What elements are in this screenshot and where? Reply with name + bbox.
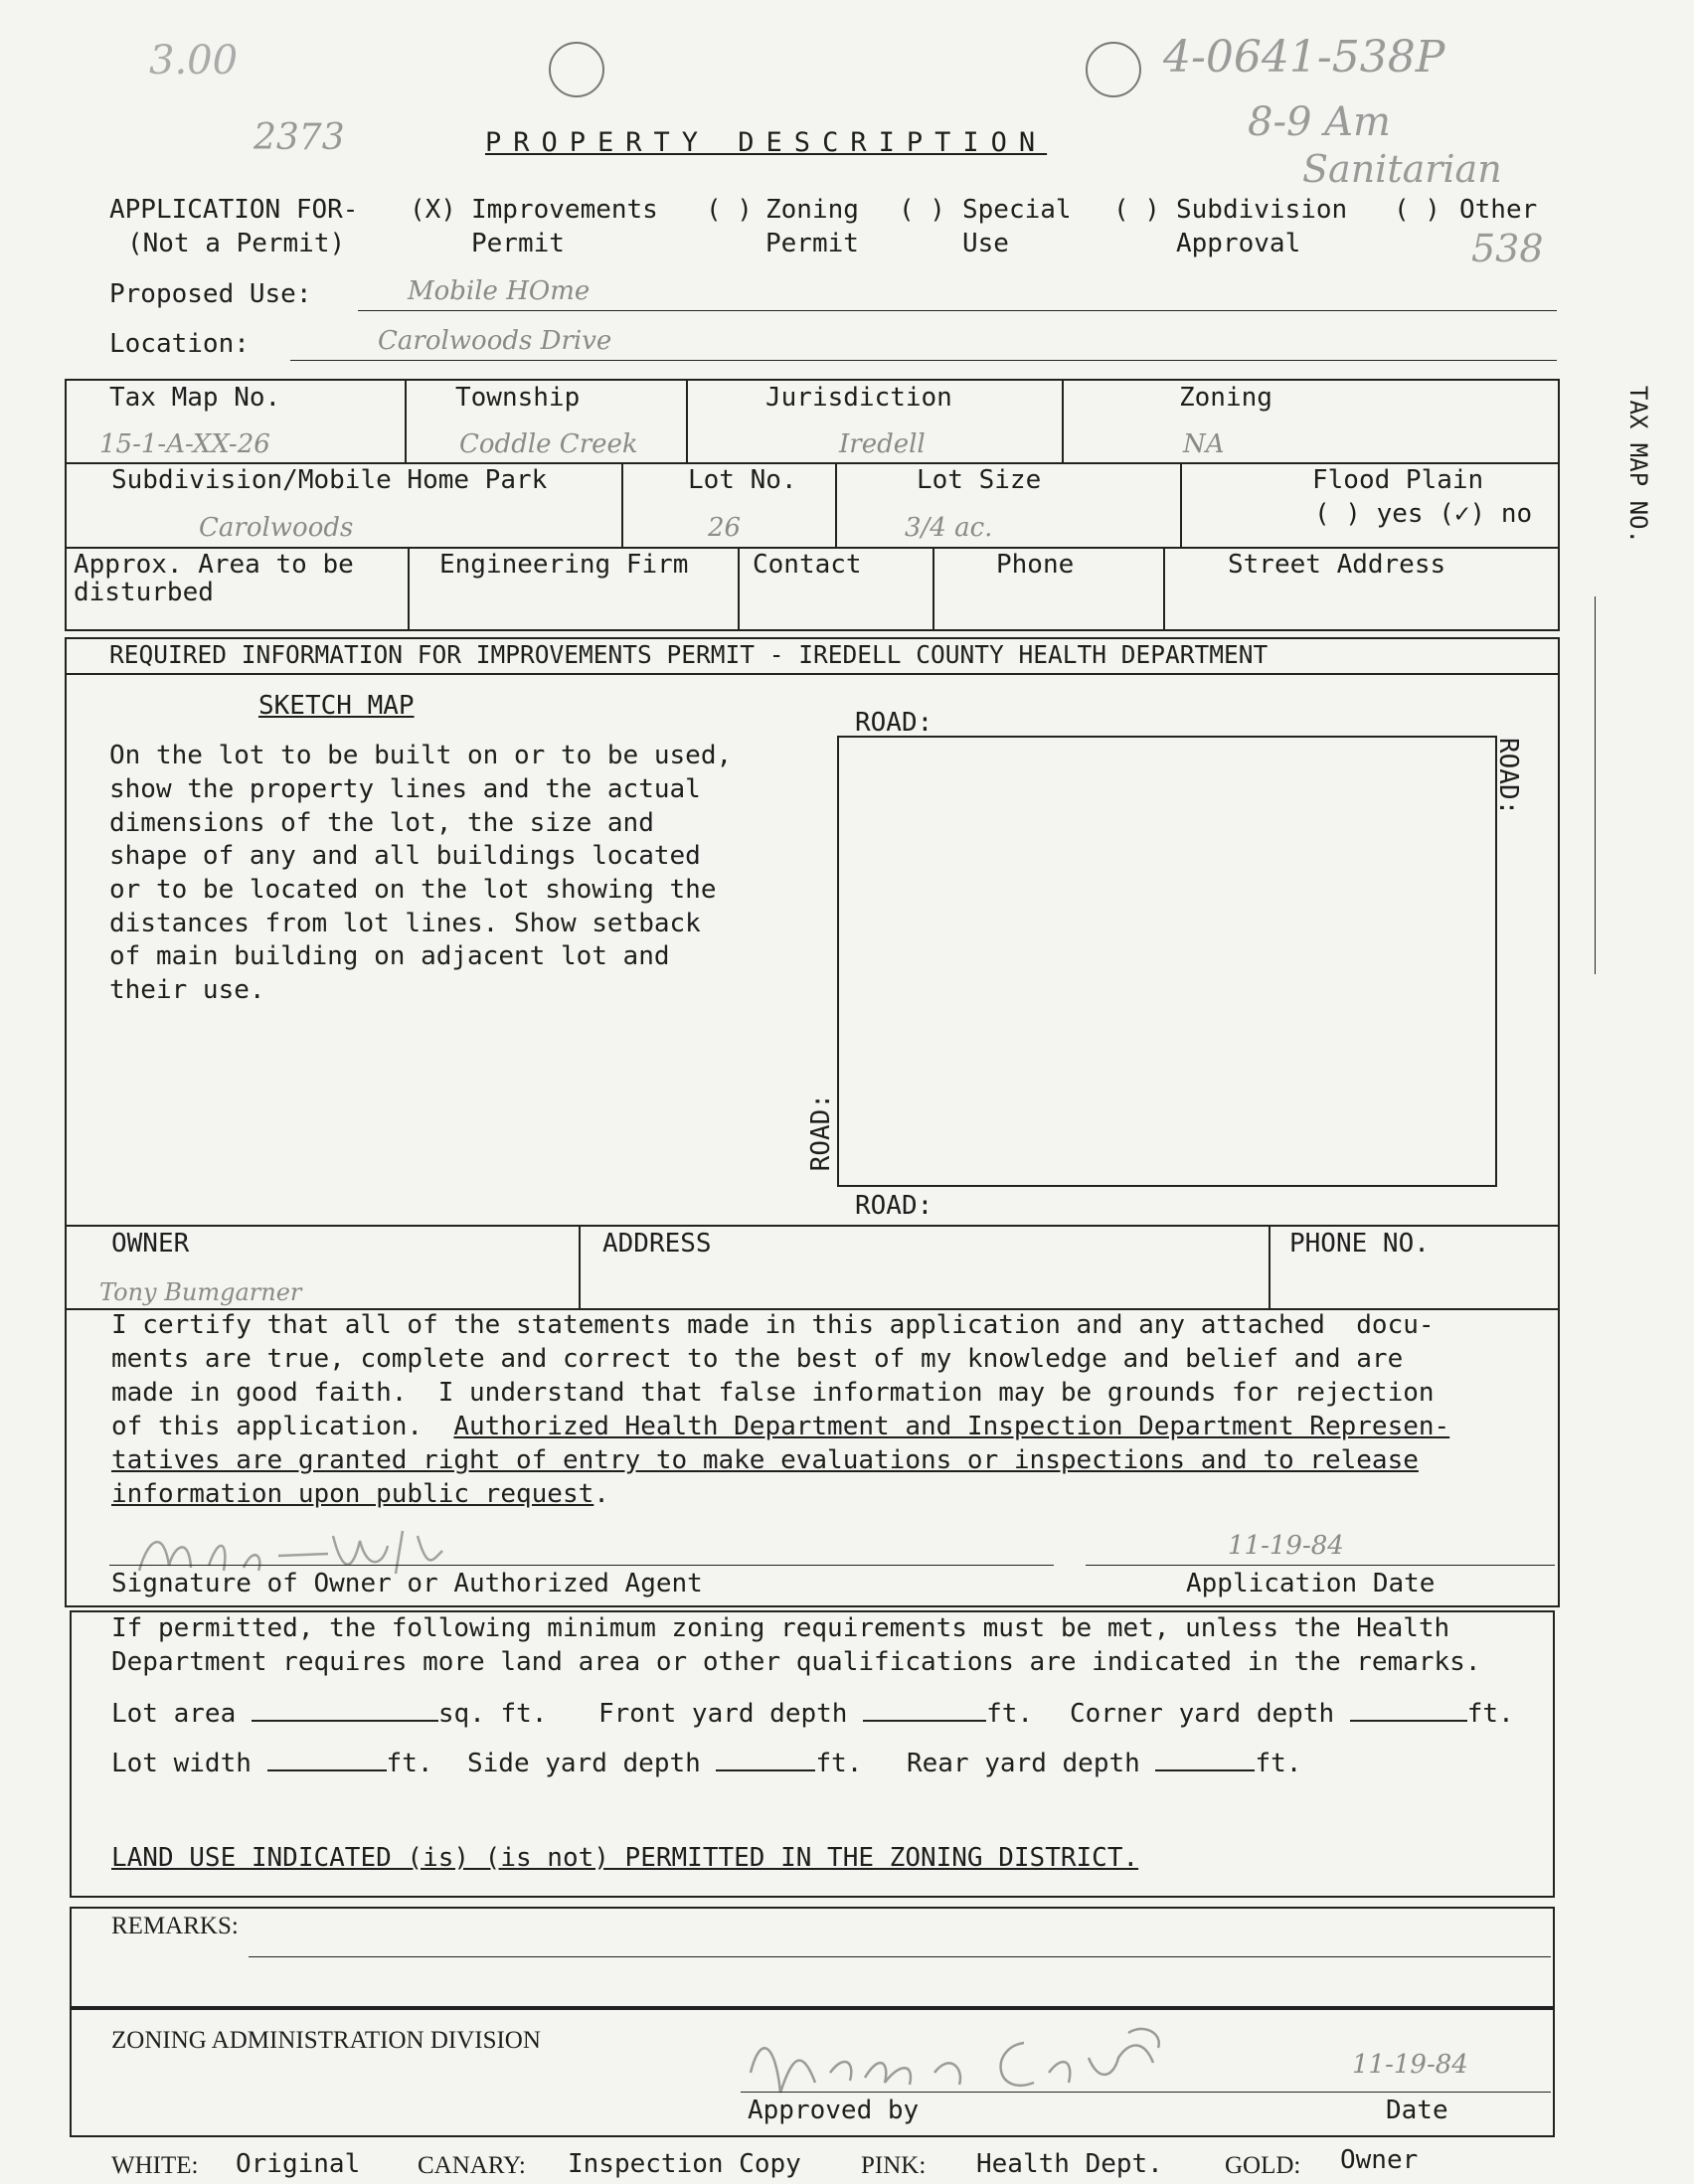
sketch-map-area[interactable] bbox=[837, 736, 1497, 1187]
footer-canary-value: Inspection Copy bbox=[568, 2149, 801, 2179]
township-label: Township bbox=[455, 383, 581, 413]
required-header-divider bbox=[65, 673, 1558, 675]
approval-date-value[interactable]: 11-19-84 bbox=[1352, 2050, 1468, 2080]
tax-map-side-line bbox=[1595, 596, 1596, 974]
sketch-instructions-2: show the property lines and the actual bbox=[109, 774, 701, 804]
handwritten-fee: 3.00 bbox=[149, 38, 239, 84]
certify-line-4-underlined: Authorized Health Department and Inspection Department Represen- bbox=[453, 1412, 1450, 1441]
sketch-instructions-8: their use. bbox=[109, 975, 265, 1005]
remarks-label: REMARKS: bbox=[111, 1913, 239, 1939]
township-value[interactable]: Coddle Creek bbox=[459, 429, 638, 459]
grid-col-3b bbox=[738, 547, 740, 629]
jurisdiction-value[interactable]: Iredell bbox=[839, 429, 926, 459]
grid-col-3a bbox=[408, 547, 410, 629]
rear-yard-field[interactable] bbox=[1155, 1748, 1255, 1771]
proposed-use-value[interactable]: Mobile HOme bbox=[408, 276, 591, 306]
page-title: PROPERTY DESCRIPTION bbox=[485, 127, 1048, 158]
option-zoning-label-2: Permit bbox=[765, 229, 859, 258]
sketch-instructions-4: shape of any and all buildings located bbox=[109, 841, 701, 871]
signature-line bbox=[109, 1565, 1054, 1566]
phone-label: Phone bbox=[996, 550, 1075, 580]
sketch-instructions-7: of main building on adjacent lot and bbox=[109, 941, 670, 971]
certify-line-6-underlined: information upon public request bbox=[111, 1479, 594, 1509]
option-other-label: Other bbox=[1459, 195, 1538, 225]
rear-yard-row bbox=[907, 1748, 1301, 1776]
owner-col-2 bbox=[1269, 1225, 1270, 1308]
grid-col-2a bbox=[621, 462, 623, 547]
area-disturbed-label-2: disturbed bbox=[74, 578, 214, 607]
option-improvements-label-2: Permit bbox=[471, 229, 565, 258]
subdivision-value[interactable]: Carolwoods bbox=[199, 513, 354, 543]
rear-yard-label: Rear yard depth bbox=[907, 1749, 1140, 1778]
front-yard-field[interactable] bbox=[863, 1698, 986, 1722]
lot-no-label: Lot No. bbox=[688, 465, 797, 495]
remarks-line[interactable] bbox=[249, 1956, 1551, 1957]
option-zoning-label: Zoning bbox=[765, 195, 859, 225]
zoning-req-line-2: Department requires more land area or other qualifications are indicated in the remarks. bbox=[111, 1647, 1481, 1677]
zoning-admin-label: ZONING ADMINISTRATION DIVISION bbox=[111, 2027, 541, 2054]
punch-hole-right bbox=[1086, 42, 1141, 97]
option-improvements-checkbox[interactable]: (X) bbox=[410, 195, 456, 225]
certify-line-6 bbox=[111, 1478, 609, 1512]
owner-row-top bbox=[65, 1225, 1558, 1227]
road-label-left: ROAD: bbox=[806, 1093, 836, 1172]
approved-by-label: Approved by bbox=[748, 2096, 920, 2125]
flood-plain-label: Flood Plain bbox=[1312, 465, 1484, 495]
lot-width-label: Lot width bbox=[111, 1749, 252, 1778]
footer-pink-label: PINK: bbox=[861, 2152, 927, 2179]
sketch-instructions-1: On the lot to be built on or to be used, bbox=[109, 741, 733, 770]
handwritten-permit-no: 4-0641-538P bbox=[1163, 32, 1445, 83]
location-label: Location: bbox=[109, 329, 250, 359]
location-value[interactable]: Carolwoods Drive bbox=[378, 326, 612, 356]
owner-value[interactable]: Tony Bumgarner bbox=[99, 1278, 302, 1306]
footer-pink-value: Health Dept. bbox=[976, 2149, 1163, 2179]
tax-map-side-label: TAX MAP NO. bbox=[1624, 386, 1652, 544]
owner-label: OWNER bbox=[111, 1229, 190, 1259]
option-subdivision-label: Subdivision bbox=[1176, 195, 1348, 225]
option-subdivision-checkbox[interactable]: ( ) bbox=[1113, 195, 1160, 225]
required-info-header: REQUIRED INFORMATION FOR IMPROVEMENTS PERMIT - IREDELL COUNTY HEALTH DEPARTMENT bbox=[109, 640, 1269, 669]
lot-area-label: Lot area bbox=[111, 1699, 237, 1729]
rear-yard-unit: ft. bbox=[1255, 1749, 1302, 1778]
road-label-bottom: ROAD: bbox=[855, 1191, 933, 1221]
remarks-section bbox=[70, 1907, 1555, 2010]
flood-plain-options[interactable]: ( ) yes (✓) no bbox=[1314, 499, 1533, 529]
option-special-label-2: Use bbox=[962, 229, 1009, 258]
certify-line-5: tatives are granted right of entry to make evaluations or inspections and to release bbox=[111, 1445, 1419, 1475]
owner-phone-label: PHONE NO. bbox=[1289, 1229, 1430, 1259]
street-address-label: Street Address bbox=[1228, 550, 1446, 580]
land-use-statement: LAND USE INDICATED (is) (is not) PERMITTED IN THE ZONING DISTRICT. bbox=[111, 1843, 1139, 1873]
lot-size-label: Lot Size bbox=[917, 465, 1042, 495]
lot-area-row bbox=[111, 1698, 547, 1727]
front-yard-unit: ft. bbox=[986, 1699, 1034, 1729]
sketch-instructions-5: or to be located on the lot showing the bbox=[109, 875, 717, 905]
option-special-checkbox[interactable]: ( ) bbox=[899, 195, 945, 225]
grid-col-1a bbox=[405, 379, 407, 462]
lot-width-field[interactable] bbox=[267, 1748, 387, 1771]
zoning-req-line-1: If permitted, the following minimum zoning requirements must be met, unless the Health bbox=[111, 1613, 1450, 1643]
sketch-map-title: SKETCH MAP bbox=[258, 691, 415, 721]
handwritten-sanitarian: Sanitarian bbox=[1302, 147, 1502, 191]
application-label: APPLICATION FOR- bbox=[109, 195, 359, 225]
grid-row-divider-2 bbox=[65, 547, 1558, 549]
zoning-label: Zoning bbox=[1179, 383, 1272, 413]
sketch-instructions-6: distances from lot lines. Show setback bbox=[109, 909, 701, 938]
footer-white-value: Original bbox=[236, 2149, 361, 2179]
corner-yard-label: Corner yard depth bbox=[1070, 1699, 1335, 1729]
option-improvements-label: Improvements bbox=[471, 195, 658, 225]
grid-col-1b bbox=[686, 379, 688, 462]
zoning-value[interactable]: NA bbox=[1183, 429, 1225, 459]
option-subdivision-label-2: Approval bbox=[1176, 229, 1301, 258]
proposed-use-label: Proposed Use: bbox=[109, 279, 312, 309]
footer-gold-label: GOLD: bbox=[1225, 2152, 1301, 2179]
footer-canary-label: CANARY: bbox=[418, 2152, 526, 2179]
location-line bbox=[290, 360, 1557, 361]
handwritten-code: 538 bbox=[1471, 227, 1544, 270]
certify-line-4 bbox=[111, 1411, 1449, 1444]
option-special-label: Special bbox=[962, 195, 1072, 225]
application-date-value[interactable]: 11-19-84 bbox=[1228, 1531, 1344, 1561]
grid-col-2b bbox=[835, 462, 837, 547]
application-note: (Not a Permit) bbox=[127, 229, 346, 258]
road-label-right: ROAD: bbox=[1493, 738, 1523, 816]
application-date-line bbox=[1086, 1565, 1555, 1566]
side-yard-label: Side yard depth bbox=[467, 1749, 701, 1778]
option-zoning-checkbox[interactable]: ( ) bbox=[706, 195, 753, 225]
side-yard-field[interactable] bbox=[716, 1748, 815, 1771]
sketch-instructions-3: dimensions of the lot, the size and bbox=[109, 808, 654, 838]
handwritten-number: 2373 bbox=[254, 117, 345, 158]
grid-col-1c bbox=[1062, 379, 1064, 462]
grid-row-divider-1 bbox=[65, 462, 1558, 464]
application-date-label: Application Date bbox=[1186, 1569, 1436, 1598]
contact-label: Contact bbox=[753, 550, 862, 580]
handwritten-time: 8-9 Am bbox=[1248, 99, 1391, 145]
option-other-checkbox[interactable]: ( ) bbox=[1394, 195, 1440, 225]
lot-width-unit: ft. bbox=[386, 1749, 433, 1778]
corner-yard-row bbox=[1070, 1698, 1514, 1727]
corner-yard-unit: ft. bbox=[1466, 1699, 1514, 1729]
proposed-use-line bbox=[358, 310, 1557, 311]
certify-line-3: made in good faith. I understand that false information may be grounds for rejection bbox=[111, 1378, 1435, 1408]
area-disturbed-label: Approx. Area to be bbox=[74, 550, 354, 580]
tax-map-value[interactable]: 15-1-A-XX-26 bbox=[99, 429, 270, 459]
certify-line-2: ments are true, complete and correct to the best of my knowledge and belief and are bbox=[111, 1344, 1404, 1374]
side-yard-unit: ft. bbox=[815, 1749, 863, 1778]
certify-line-6-end: . bbox=[593, 1479, 609, 1509]
certify-line-1: I certify that all of the statements made in this application and any attached docu- bbox=[111, 1310, 1435, 1340]
punch-hole-left bbox=[549, 42, 604, 97]
certify-line-4-plain: of this application. bbox=[111, 1412, 454, 1441]
front-yard-label: Front yard depth bbox=[598, 1699, 848, 1729]
road-label-top: ROAD: bbox=[855, 708, 933, 738]
grid-col-3d bbox=[1163, 547, 1165, 629]
lot-area-unit: sq. ft. bbox=[437, 1699, 548, 1729]
address-label: ADDRESS bbox=[602, 1229, 712, 1259]
lot-no-value[interactable]: 26 bbox=[708, 513, 742, 543]
owner-col-1 bbox=[579, 1225, 581, 1308]
side-yard-row bbox=[467, 1748, 862, 1776]
engineering-firm-label: Engineering Firm bbox=[439, 550, 689, 580]
tax-map-label: Tax Map No. bbox=[109, 383, 281, 413]
front-yard-row bbox=[598, 1698, 1033, 1727]
signature-label: Signature of Owner or Authorized Agent bbox=[111, 1569, 703, 1598]
approval-line bbox=[741, 2092, 1551, 2093]
lot-width-row bbox=[111, 1748, 433, 1776]
footer-gold-value: Owner bbox=[1340, 2145, 1419, 2175]
lot-size-value[interactable]: 3/4 ac. bbox=[905, 513, 993, 543]
subdivision-label: Subdivision/Mobile Home Park bbox=[111, 465, 548, 495]
grid-col-2c bbox=[1180, 462, 1182, 547]
corner-yard-field[interactable] bbox=[1350, 1698, 1467, 1722]
grid-col-3c bbox=[932, 547, 934, 629]
footer-white-label: WHITE: bbox=[111, 2152, 199, 2179]
approval-date-label: Date bbox=[1386, 2096, 1448, 2125]
lot-area-field[interactable] bbox=[252, 1698, 438, 1722]
jurisdiction-label: Jurisdiction bbox=[765, 383, 952, 413]
